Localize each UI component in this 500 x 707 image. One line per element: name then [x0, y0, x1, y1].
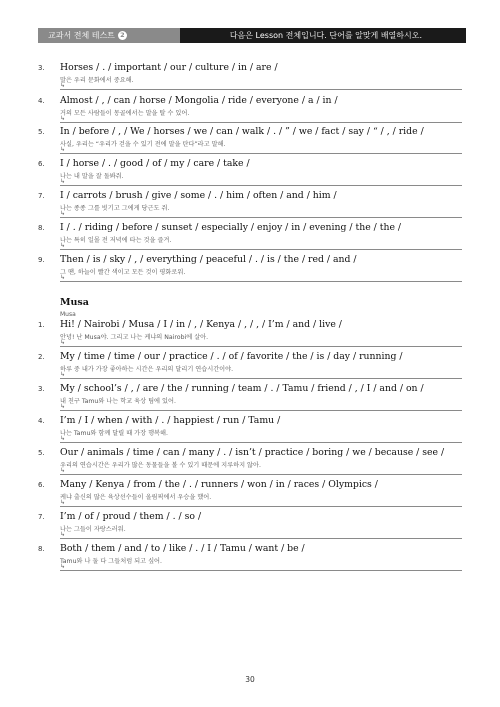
korean-translation: 케냐 출신의 많은 육상선수들이 올림픽에서 우승을 했어.: [60, 494, 212, 501]
question-number: 7.: [38, 192, 45, 200]
question-item: [38, 479, 462, 511]
answer-arrow-icon: ↳: [60, 371, 66, 378]
scrambled-sentence: Horses / . / important / our / culture / in / are /: [60, 62, 278, 73]
answer-arrow-icon: ↳: [60, 115, 66, 122]
answer-arrow-icon: ↳: [60, 82, 66, 89]
answer-arrow-icon: ↳: [60, 499, 66, 506]
question-number: 3.: [38, 385, 45, 393]
answer-arrow-icon: ↳: [60, 274, 66, 281]
answer-arrow-icon: ↳: [60, 242, 66, 249]
question-item: [38, 95, 462, 127]
question-item: [38, 383, 462, 415]
instruction-box: [180, 28, 466, 43]
scrambled-sentence: In / before / , / We / horses / we / can / walk / . / ” / we / fact / say / “ / , / ride /: [60, 126, 424, 137]
answer-arrow-icon: ↳: [60, 563, 66, 570]
answer-line[interactable]: [60, 217, 462, 218]
scrambled-sentence: Both / them / and / to / like / . / I / Tamu / want / be /: [60, 543, 305, 554]
question-number: 4.: [38, 417, 45, 425]
answer-arrow-icon: ↳: [60, 467, 66, 474]
answer-arrow-icon: ↳: [60, 146, 66, 153]
scrambled-sentence: I’m / of / proud / them / . / so /: [60, 511, 202, 522]
korean-translation: 내 친구 Tamu와 나는 학교 육상 팀에 있어.: [60, 398, 176, 405]
scrambled-sentence: I’m / I / when / with / . / happiest / run / Tamu /: [60, 415, 281, 426]
answer-arrow-icon: ↳: [60, 403, 66, 410]
question-item: [38, 62, 462, 94]
answer-arrow-icon: ↳: [60, 178, 66, 185]
question-item: [38, 511, 462, 543]
korean-translation: 나는 Tamu와 함께 달릴 때 가장 행복해.: [60, 430, 168, 437]
korean-translation: 말은 우리 문화에서 중요해.: [60, 77, 134, 84]
answer-line[interactable]: [60, 281, 462, 282]
korean-translation: 거의 모든 사람들이 몽골에서는 말을 탈 수 있어.: [60, 110, 190, 117]
question-number: 3.: [38, 64, 45, 72]
answer-line[interactable]: [60, 89, 462, 90]
scrambled-sentence: Then / is / sky / , / everything / peaceful / . / is / the / red / and /: [60, 254, 357, 265]
section-subtitle: Musa: [60, 311, 76, 318]
answer-arrow-icon: ↳: [60, 210, 66, 217]
question-item: [38, 415, 462, 447]
question-number: 6.: [38, 481, 45, 489]
scrambled-sentence: My / school’s / , / are / the / running / team / . / Tamu / friend / , / I / and / on /: [60, 383, 424, 394]
scrambled-sentence: Almost / , / can / horse / Mongolia / ride / everyone / a / in /: [60, 95, 338, 106]
question-number: 8.: [38, 224, 45, 232]
answer-line[interactable]: [60, 538, 462, 539]
korean-translation: 우리의 연습시간은 우리가 많은 동물들을 볼 수 있기 때문에 지루하지 않아.: [60, 462, 261, 469]
answer-line[interactable]: [60, 378, 462, 379]
question-item: [38, 190, 462, 222]
answer-arrow-icon: ↳: [60, 435, 66, 442]
answer-line[interactable]: [60, 410, 462, 411]
answer-line[interactable]: [60, 249, 462, 250]
instruction-text: 다음은 Lesson 전체입니다. 단어를 알맞게 배열하시오.: [229, 31, 422, 40]
test-title-box: [38, 28, 180, 43]
answer-line[interactable]: [60, 474, 462, 475]
question-item: [38, 222, 462, 254]
korean-translation: 나는 그들이 자랑스러워.: [60, 526, 126, 533]
question-number: 5.: [38, 128, 45, 136]
korean-translation: 사실, 우리는 “우리가 걷을 수 있기 전에 말을 탄다”라고 말해.: [60, 141, 226, 148]
page-number: 30: [245, 675, 255, 684]
answer-line[interactable]: [60, 506, 462, 507]
page-header: [38, 28, 466, 43]
scrambled-sentence: Many / Kenya / from / the / . / runners / won / in / races / Olympics /: [60, 479, 378, 490]
korean-translation: 나는 내 말을 잘 돌봐줘.: [60, 173, 124, 180]
test-title: 교과서 전체 테스트: [48, 31, 115, 40]
korean-translation: 그 땐, 하늘이 빨간 색이고 모든 것이 평화로워.: [60, 269, 186, 276]
answer-arrow-icon: ↳: [60, 531, 66, 538]
answer-line[interactable]: [60, 153, 462, 154]
question-item: [38, 158, 462, 190]
section-title: Musa: [60, 297, 89, 308]
question-item: [38, 543, 462, 575]
question-number: 7.: [38, 513, 45, 521]
korean-translation: 안녕! 난 Musa야. 그리고 나는 케냐의 Nairobi에 살아.: [60, 334, 209, 341]
korean-translation: 나는 종종 그를 빗기고 그에게 당근도 줘.: [60, 205, 170, 212]
question-number: 5.: [38, 449, 45, 457]
question-number: 6.: [38, 160, 45, 168]
question-number: 8.: [38, 545, 45, 553]
question-item: [38, 126, 462, 158]
test-number-badge: 2: [118, 31, 127, 40]
question-number: 1.: [38, 321, 45, 329]
scrambled-sentence: I / horse / . / good / of / my / care / take /: [60, 158, 250, 169]
korean-translation: Tamu와 나 둘 다 그들처럼 되고 싶어.: [60, 558, 162, 565]
question-number: 4.: [38, 97, 45, 105]
answer-line[interactable]: [60, 570, 462, 571]
question-item: [38, 351, 462, 383]
answer-line[interactable]: [60, 122, 462, 123]
question-number: 9.: [38, 256, 45, 264]
answer-line[interactable]: [60, 185, 462, 186]
korean-translation: 나는 특히 일몰 전 저녁에 타는 것을 즐겨.: [60, 237, 172, 244]
scrambled-sentence: I / . / riding / before / sunset / especially / enjoy / in / evening / the / the /: [60, 222, 402, 233]
question-number: 2.: [38, 353, 45, 361]
scrambled-sentence: Our / animals / time / can / many / . / isn’t / practice / boring / we / because / see /: [60, 447, 445, 458]
question-item: [38, 447, 462, 479]
question-item: [38, 319, 462, 351]
scrambled-sentence: My / time / time / our / practice / . / of / favorite / the / is / day / running /: [60, 351, 403, 362]
scrambled-sentence: Hi! / Nairobi / Musa / I / in / , / Kenya / , / , / I’m / and / live /: [60, 319, 342, 330]
answer-arrow-icon: ↳: [60, 339, 66, 346]
question-item: [38, 254, 462, 286]
answer-line[interactable]: [60, 346, 462, 347]
korean-translation: 하루 중 내가 가장 좋아하는 시간은 우리의 달리기 연습시간이야.: [60, 366, 234, 373]
scrambled-sentence: I / carrots / brush / give / some / . / him / often / and / him /: [60, 190, 337, 201]
answer-line[interactable]: [60, 442, 462, 443]
